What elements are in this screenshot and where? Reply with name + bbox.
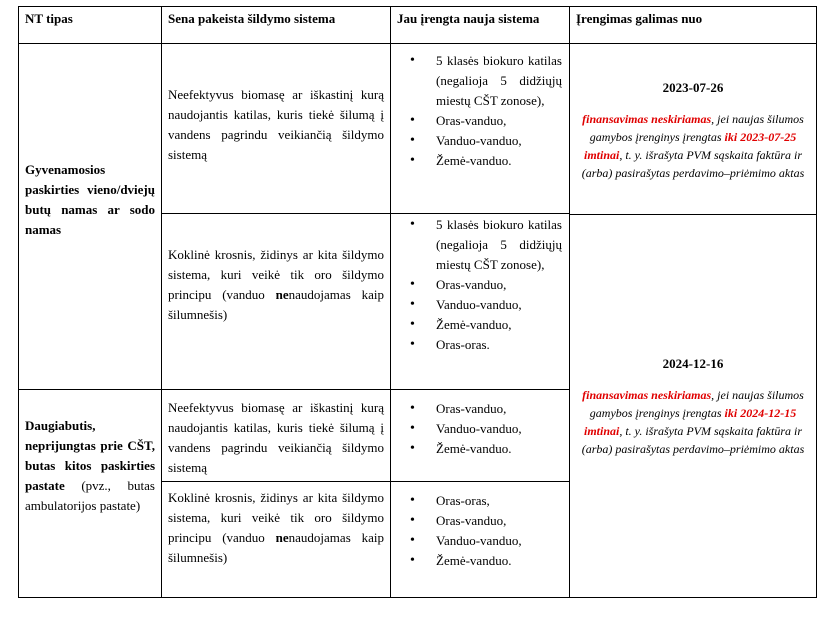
header-old-system: Sena pakeista šildymo sistema <box>168 11 336 26</box>
header-divider <box>18 43 817 44</box>
install-note-1: finansavimas neskiriamas, jei naujas šilumos gamybos įrenginys įrengtas iki 2023-07-25 imtinai, t. y. išrašyta PVM sąskaita faktūra ir (arba) pasirašytas perdavimo–priėmimo aktas <box>581 112 805 180</box>
stove-text: Koklinė krosnis, židinys ar kita šildymo sistema, kuri veikė tik oro šildymo principu <box>168 247 384 302</box>
nt-type-multi-note: (pvz., butas ambulatorijos pastate) <box>25 478 155 513</box>
list-item: • Oras-vanduo, <box>398 511 562 531</box>
stove-text: Koklinė krosnis, židinys ar kita šildymo sistema, kuri veikė tik oro šildymo principu <box>168 490 384 545</box>
list-item: • Oras-vanduo, <box>398 399 562 419</box>
header-new-system: Jau įrengta nauja sistema <box>397 11 540 26</box>
col-divider-1 <box>161 6 162 598</box>
install-date-1: 2023-07-26 <box>662 80 724 95</box>
nt-type-multi-bold: Daugiabutis, neprijungtas prie CŠT, butas kitos paskirties pastate <box>25 418 155 493</box>
col-divider-2 <box>390 6 391 598</box>
old-system-stove-1: Koklinė krosnis, židinys ar kita šildymo sistema, kuri veikė tik oro šildymo principu (vanduo nenaudojamas kaip šilumnešis) <box>168 247 384 322</box>
new-system-list-4 <box>398 491 562 571</box>
col-divider-3 <box>569 6 570 598</box>
list-item: • Vanduo-vanduo, <box>398 295 562 315</box>
list-item: • Žemė-vanduo. <box>398 551 562 571</box>
row-divider-date <box>569 214 817 215</box>
list-item: • Vanduo-vanduo, <box>398 131 562 151</box>
old-system-stove-2: Koklinė krosnis, židinys ar kita šildymo sistema, kuri veikė tik oro šildymo principu (vanduo nenaudojamas kaip šilumnešis) <box>168 490 384 565</box>
list-item: • 5 klasės biokuro katilas (negalioja 5 didžiųjų miestų CŠT zonose), <box>398 215 562 275</box>
table-border-left <box>18 6 19 598</box>
new-system-list-3 <box>398 399 562 459</box>
old-system-boiler-1: Neefektyvus biomasę ar iškastinį kurą naudojantis katilas, kuris tiekė šilumą į vandens pagrindu veikiančią šildymo sistemą <box>168 87 384 162</box>
nt-type-residential: Gyvenamosios paskirties vieno/dviejų butų namas ar sodo namas <box>25 162 155 237</box>
nt-type-multi-apartment <box>25 416 155 516</box>
old-system-boiler-2: Neefektyvus biomasę ar iškastinį kurą naudojantis katilas, kuris tiekė šilumą į vandens pagrindu veikiančią šildymo sistemą <box>168 400 384 475</box>
table-border-bottom <box>18 597 817 598</box>
new-system-list-2 <box>398 215 562 355</box>
list-item: • Vanduo-vanduo, <box>398 419 562 439</box>
list-item: • Vanduo-vanduo, <box>398 531 562 551</box>
table-border-top <box>18 6 817 7</box>
header-install-date: Įrengimas galimas nuo <box>576 11 703 26</box>
list-item: • Žemė-vanduo. <box>398 439 562 459</box>
list-item: • 5 klasės biokuro katilas (negalioja 5 didžiųjų miestų CŠT zonose), <box>398 51 562 111</box>
row-divider-2 <box>18 389 569 390</box>
list-item: • Oras-vanduo, <box>398 111 562 131</box>
list-item: • Žemė-vanduo, <box>398 315 562 335</box>
row-divider-1 <box>161 213 569 214</box>
install-date-2: 2024-12-16 <box>662 356 724 371</box>
list-item: • Žemė-vanduo. <box>398 151 562 171</box>
row-divider-3 <box>161 481 569 482</box>
list-item: • Oras-oras. <box>398 335 562 355</box>
install-note-2: finansavimas neskiriamas, jei naujas šilumos gamybos įrenginys įrengtas iki 2024-12-15 imtinai, t. y. išrašyta PVM sąskaita faktūra ir (arba) pasirašytas perdavimo–priėmimo aktas <box>581 388 805 456</box>
table-border-right <box>816 6 817 598</box>
new-system-list-1 <box>398 51 562 171</box>
list-item: • Oras-oras, <box>398 491 562 511</box>
list-item: • Oras-vanduo, <box>398 275 562 295</box>
header-nt-type: NT tipas <box>25 11 73 26</box>
